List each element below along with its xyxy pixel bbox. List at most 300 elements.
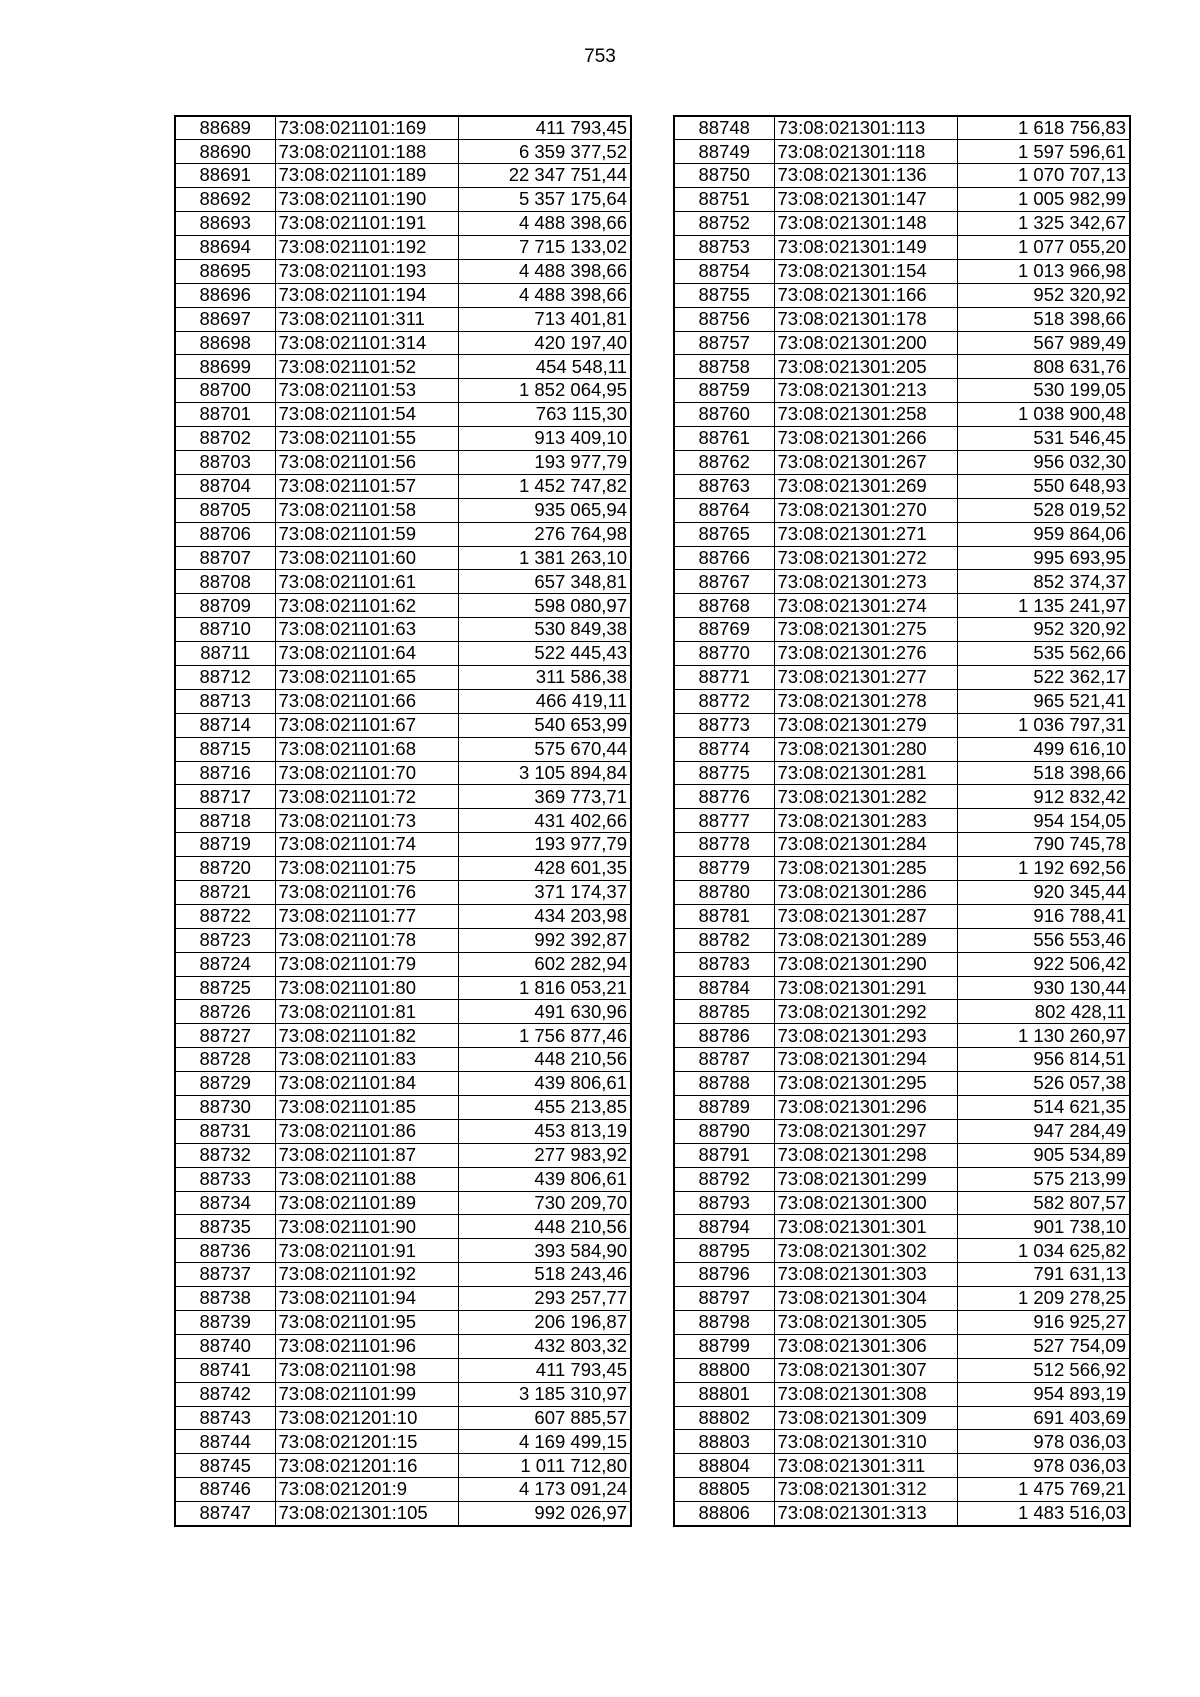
row-number: 88752 [674,212,774,236]
cadastral-number: 73:08:021101:90 [275,1215,458,1239]
table-row [175,1263,631,1287]
cadastral-number: 73:08:021101:56 [275,450,458,474]
table-row [674,1311,1130,1335]
table-row [674,1406,1130,1430]
table-row [674,1000,1130,1024]
table-row [175,713,631,737]
row-number: 88693 [175,212,275,236]
cadastral-value: 1 475 769,21 [957,1478,1130,1502]
cadastral-value: 369 773,71 [458,785,631,809]
row-number: 88690 [175,140,275,164]
table-row [674,1430,1130,1454]
cadastral-value: 1 130 260,97 [957,1024,1130,1048]
cadastral-value: 491 630,96 [458,1000,631,1024]
table-row [674,618,1130,642]
cadastral-number: 73:08:021301:271 [774,522,957,546]
table-row [175,570,631,594]
cadastral-number: 73:08:021101:52 [275,355,458,379]
row-number: 88731 [175,1119,275,1143]
row-number: 88801 [674,1382,774,1406]
cadastral-value: 206 196,87 [458,1311,631,1335]
cadastral-value: 954 893,19 [957,1382,1130,1406]
table-row [674,379,1130,403]
row-number: 88734 [175,1191,275,1215]
row-number: 88762 [674,450,774,474]
cadastral-number: 73:08:021301:310 [774,1430,957,1454]
table-row [175,976,631,1000]
row-number: 88740 [175,1334,275,1358]
row-number: 88720 [175,857,275,881]
table-row [175,140,631,164]
cadastral-number: 73:08:021301:309 [774,1406,957,1430]
table-row [674,522,1130,546]
cadastral-number: 73:08:021301:213 [774,379,957,403]
table-row [175,1287,631,1311]
cadastral-number: 73:08:021101:75 [275,857,458,881]
cadastral-number: 73:08:021101:83 [275,1048,458,1072]
row-number: 88697 [175,307,275,331]
cadastral-number: 73:08:021101:89 [275,1191,458,1215]
cadastral-value: 1 038 900,48 [957,403,1130,427]
row-number: 88799 [674,1334,774,1358]
row-number: 88716 [175,761,275,785]
table-row [175,403,631,427]
cadastral-number: 73:08:021301:299 [774,1167,957,1191]
cadastral-number: 73:08:021101:86 [275,1119,458,1143]
row-number: 88763 [674,474,774,498]
table-row [674,474,1130,498]
cadastral-number: 73:08:021301:302 [774,1239,957,1263]
row-number: 88804 [674,1454,774,1478]
cadastral-number: 73:08:021301:277 [774,665,957,689]
cadastral-number: 73:08:021101:78 [275,928,458,952]
cadastral-value: 935 065,94 [458,498,631,522]
table-row [674,642,1130,666]
cadastral-value: 965 521,41 [957,689,1130,713]
row-number: 88701 [175,403,275,427]
cadastral-number: 73:08:021301:293 [774,1024,957,1048]
table-row [175,1000,631,1024]
cadastral-number: 73:08:021301:275 [774,618,957,642]
cadastral-number: 73:08:021301:307 [774,1358,957,1382]
cadastral-value: 293 257,77 [458,1287,631,1311]
cadastral-number: 73:08:021101:58 [275,498,458,522]
table-row [674,1191,1130,1215]
table-row [175,785,631,809]
cadastral-number: 73:08:021301:149 [774,235,957,259]
cadastral-value: 1 013 966,98 [957,259,1130,283]
table-row [175,283,631,307]
row-number: 88736 [175,1239,275,1263]
cadastral-number: 73:08:021101:82 [275,1024,458,1048]
row-number: 88711 [175,642,275,666]
row-number: 88772 [674,689,774,713]
page-number: 753 [584,46,616,67]
cadastral-value: 808 631,76 [957,355,1130,379]
row-number: 88789 [674,1096,774,1120]
cadastral-value: 1 005 982,99 [957,188,1130,212]
table-row [175,1048,631,1072]
row-number: 88765 [674,522,774,546]
cadastral-number: 73:08:021301:296 [774,1096,957,1120]
cadastral-number: 73:08:021101:94 [275,1287,458,1311]
row-number: 88761 [674,427,774,451]
table-row [674,976,1130,1000]
table-row [175,1119,631,1143]
cadastral-number: 73:08:021301:113 [774,116,957,140]
cadastral-number: 73:08:021101:192 [275,235,458,259]
row-number: 88717 [175,785,275,809]
row-number: 88749 [674,140,774,164]
cadastral-value: 431 402,66 [458,809,631,833]
cadastral-number: 73:08:021101:91 [275,1239,458,1263]
cadastral-number: 73:08:021301:304 [774,1287,957,1311]
table-row [674,1382,1130,1406]
cadastral-number: 73:08:021101:62 [275,594,458,618]
cadastral-value: 193 977,79 [458,450,631,474]
cadastral-value: 277 983,92 [458,1143,631,1167]
cadastral-table-left [174,115,632,1527]
row-number: 88698 [175,331,275,355]
row-number: 88750 [674,164,774,188]
cadastral-number: 73:08:021301:270 [774,498,957,522]
table-row [175,1502,631,1526]
row-number: 88692 [175,188,275,212]
row-number: 88797 [674,1287,774,1311]
row-number: 88781 [674,904,774,928]
cadastral-value: 952 320,92 [957,283,1130,307]
cadastral-value: 913 409,10 [458,427,631,451]
cadastral-number: 73:08:021101:72 [275,785,458,809]
row-number: 88709 [175,594,275,618]
table-row [175,450,631,474]
table-row [175,1430,631,1454]
cadastral-number: 73:08:021101:98 [275,1358,458,1382]
cadastral-value: 575 670,44 [458,737,631,761]
cadastral-value: 550 648,93 [957,474,1130,498]
cadastral-number: 73:08:021301:290 [774,952,957,976]
cadastral-number: 73:08:021101:188 [275,140,458,164]
cadastral-value: 920 345,44 [957,881,1130,905]
row-number: 88696 [175,283,275,307]
cadastral-value: 4 488 398,66 [458,259,631,283]
cadastral-number: 73:08:021201:16 [275,1454,458,1478]
row-number: 88775 [674,761,774,785]
row-number: 88779 [674,857,774,881]
cadastral-number: 73:08:021301:267 [774,450,957,474]
cadastral-value: 432 803,32 [458,1334,631,1358]
cadastral-number: 73:08:021101:314 [275,331,458,355]
cadastral-value: 956 032,30 [957,450,1130,474]
table-row [175,379,631,403]
cadastral-value: 1 381 263,10 [458,546,631,570]
cadastral-number: 73:08:021301:269 [774,474,957,498]
row-number: 88793 [674,1191,774,1215]
row-number: 88773 [674,713,774,737]
row-number: 88794 [674,1215,774,1239]
cadastral-value: 992 026,97 [458,1502,631,1526]
row-number: 88702 [175,427,275,451]
table-row [674,1072,1130,1096]
cadastral-value: 530 199,05 [957,379,1130,403]
table-row [674,307,1130,331]
cadastral-value: 518 243,46 [458,1263,631,1287]
row-number: 88766 [674,546,774,570]
cadastral-number: 73:08:021101:79 [275,952,458,976]
row-number: 88721 [175,881,275,905]
cadastral-value: 540 653,99 [458,713,631,737]
row-number: 88757 [674,331,774,355]
cadastral-value: 193 977,79 [458,833,631,857]
table-row [674,1454,1130,1478]
row-number: 88768 [674,594,774,618]
table-row [175,1096,631,1120]
cadastral-number: 73:08:021301:283 [774,809,957,833]
cadastral-value: 582 807,57 [957,1191,1130,1215]
table-row [674,1024,1130,1048]
cadastral-value: 852 374,37 [957,570,1130,594]
cadastral-number: 73:08:021101:191 [275,212,458,236]
table-row [175,1478,631,1502]
table-row [175,546,631,570]
cadastral-value: 598 080,97 [458,594,631,618]
cadastral-value: 1 816 053,21 [458,976,631,1000]
cadastral-value: 6 359 377,52 [458,140,631,164]
table-row [175,1215,631,1239]
cadastral-value: 411 793,45 [458,1358,631,1382]
table-row [175,833,631,857]
table-row [674,713,1130,737]
cadastral-number: 73:08:021301:312 [774,1478,957,1502]
cadastral-value: 995 693,95 [957,546,1130,570]
cadastral-number: 73:08:021301:282 [774,785,957,809]
table-row [175,116,631,140]
cadastral-number: 73:08:021301:272 [774,546,957,570]
cadastral-value: 1 135 241,97 [957,594,1130,618]
cadastral-value: 22 347 751,44 [458,164,631,188]
table-row [674,116,1130,140]
row-number: 88699 [175,355,275,379]
cadastral-number: 73:08:021101:169 [275,116,458,140]
cadastral-number: 73:08:021101:194 [275,283,458,307]
cadastral-value: 434 203,98 [458,904,631,928]
cadastral-number: 73:08:021301:154 [774,259,957,283]
cadastral-value: 713 401,81 [458,307,631,331]
cadastral-number: 73:08:021301:279 [774,713,957,737]
cadastral-number: 73:08:021101:74 [275,833,458,857]
row-number: 88742 [175,1382,275,1406]
cadastral-value: 453 813,19 [458,1119,631,1143]
cadastral-value: 947 284,49 [957,1119,1130,1143]
table-row [674,1143,1130,1167]
cadastral-number: 73:08:021301:301 [774,1215,957,1239]
cadastral-value: 428 601,35 [458,857,631,881]
row-number: 88737 [175,1263,275,1287]
table-row [674,809,1130,833]
row-number: 88786 [674,1024,774,1048]
cadastral-value: 952 320,92 [957,618,1130,642]
cadastral-value: 454 548,11 [458,355,631,379]
row-number: 88714 [175,713,275,737]
row-number: 88792 [674,1167,774,1191]
table-row [175,618,631,642]
table-row [175,642,631,666]
cadastral-value: 930 130,44 [957,976,1130,1000]
cadastral-value: 3 185 310,97 [458,1382,631,1406]
cadastral-value: 1 597 596,61 [957,140,1130,164]
row-number: 88767 [674,570,774,594]
cadastral-number: 73:08:021301:136 [774,164,957,188]
cadastral-number: 73:08:021301:285 [774,857,957,881]
table-row [175,1311,631,1335]
row-number: 88746 [175,1478,275,1502]
cadastral-table-right [673,115,1131,1527]
cadastral-value: 802 428,11 [957,1000,1130,1024]
table-row [674,546,1130,570]
table-row [175,1358,631,1382]
cadastral-value: 393 584,90 [458,1239,631,1263]
cadastral-number: 73:08:021101:70 [275,761,458,785]
cadastral-value: 905 534,89 [957,1143,1130,1167]
row-number: 88700 [175,379,275,403]
row-number: 88756 [674,307,774,331]
cadastral-value: 7 715 133,02 [458,235,631,259]
cadastral-value: 730 209,70 [458,1191,631,1215]
cadastral-number: 73:08:021301:300 [774,1191,957,1215]
row-number: 88802 [674,1406,774,1430]
table-row [674,140,1130,164]
row-number: 88780 [674,881,774,905]
row-number: 88715 [175,737,275,761]
cadastral-number: 73:08:021301:118 [774,140,957,164]
row-number: 88769 [674,618,774,642]
table-row [175,809,631,833]
cadastral-number: 73:08:021101:66 [275,689,458,713]
table-row [674,570,1130,594]
cadastral-value: 992 392,87 [458,928,631,952]
table-row [175,881,631,905]
row-number: 88743 [175,1406,275,1430]
cadastral-number: 73:08:021201:15 [275,1430,458,1454]
table-row [175,1382,631,1406]
cadastral-number: 73:08:021101:54 [275,403,458,427]
row-number: 88712 [175,665,275,689]
cadastral-number: 73:08:021101:61 [275,570,458,594]
row-number: 88747 [175,1502,275,1526]
cadastral-number: 73:08:021301:313 [774,1502,957,1526]
row-number: 88741 [175,1358,275,1382]
cadastral-value: 528 019,52 [957,498,1130,522]
cadastral-number: 73:08:021101:96 [275,1334,458,1358]
row-number: 88748 [674,116,774,140]
table-row [175,522,631,546]
table-row [674,1048,1130,1072]
cadastral-number: 73:08:021101:85 [275,1096,458,1120]
cadastral-number: 73:08:021301:278 [774,689,957,713]
cadastral-value: 1 618 756,83 [957,116,1130,140]
cadastral-number: 73:08:021301:305 [774,1311,957,1335]
table-row [674,355,1130,379]
cadastral-number: 73:08:021301:292 [774,1000,957,1024]
row-number: 88787 [674,1048,774,1072]
cadastral-number: 73:08:021301:276 [774,642,957,666]
table-row [175,307,631,331]
table-row [674,689,1130,713]
cadastral-number: 73:08:021101:63 [275,618,458,642]
cadastral-number: 73:08:021301:280 [774,737,957,761]
table-row [674,785,1130,809]
cadastral-value: 978 036,03 [957,1454,1130,1478]
cadastral-value: 512 566,92 [957,1358,1130,1382]
table-row [674,188,1130,212]
cadastral-value: 912 832,42 [957,785,1130,809]
cadastral-value: 530 849,38 [458,618,631,642]
cadastral-value: 4 169 499,15 [458,1430,631,1454]
cadastral-number: 73:08:021101:193 [275,259,458,283]
cadastral-number: 73:08:021101:53 [275,379,458,403]
table-row [674,928,1130,952]
table-row [175,761,631,785]
cadastral-number: 73:08:021101:84 [275,1072,458,1096]
row-number: 88735 [175,1215,275,1239]
row-number: 88785 [674,1000,774,1024]
cadastral-value: 1 070 707,13 [957,164,1130,188]
cadastral-number: 73:08:021101:68 [275,737,458,761]
cadastral-value: 5 357 175,64 [458,188,631,212]
cadastral-value: 1 852 064,95 [458,379,631,403]
cadastral-number: 73:08:021301:148 [774,212,957,236]
cadastral-value: 657 348,81 [458,570,631,594]
row-number: 88783 [674,952,774,976]
table-row [674,761,1130,785]
row-number: 88764 [674,498,774,522]
cadastral-value: 1 452 747,82 [458,474,631,498]
row-number: 88790 [674,1119,774,1143]
cadastral-value: 954 154,05 [957,809,1130,833]
cadastral-value: 556 553,46 [957,928,1130,952]
table-row [175,235,631,259]
cadastral-number: 73:08:021301:200 [774,331,957,355]
row-number: 88710 [175,618,275,642]
row-number: 88722 [175,904,275,928]
row-number: 88760 [674,403,774,427]
cadastral-value: 1 483 516,03 [957,1502,1130,1526]
cadastral-number: 73:08:021301:281 [774,761,957,785]
row-number: 88751 [674,188,774,212]
row-number: 88738 [175,1287,275,1311]
table-row [674,235,1130,259]
cadastral-number: 73:08:021201:9 [275,1478,458,1502]
cadastral-value: 518 398,66 [957,307,1130,331]
cadastral-number: 73:08:021301:266 [774,427,957,451]
row-number: 88729 [175,1072,275,1096]
cadastral-value: 1 077 055,20 [957,235,1130,259]
row-number: 88778 [674,833,774,857]
table-row [175,188,631,212]
cadastral-number: 73:08:021101:64 [275,642,458,666]
row-number: 88728 [175,1048,275,1072]
table-row [674,665,1130,689]
table-row [674,403,1130,427]
cadastral-number: 73:08:021301:105 [275,1502,458,1526]
cadastral-value: 763 115,30 [458,403,631,427]
table-row [175,474,631,498]
table-row [674,1096,1130,1120]
cadastral-value: 522 362,17 [957,665,1130,689]
cadastral-value: 575 213,99 [957,1167,1130,1191]
table-row [674,450,1130,474]
cadastral-number: 73:08:021101:57 [275,474,458,498]
